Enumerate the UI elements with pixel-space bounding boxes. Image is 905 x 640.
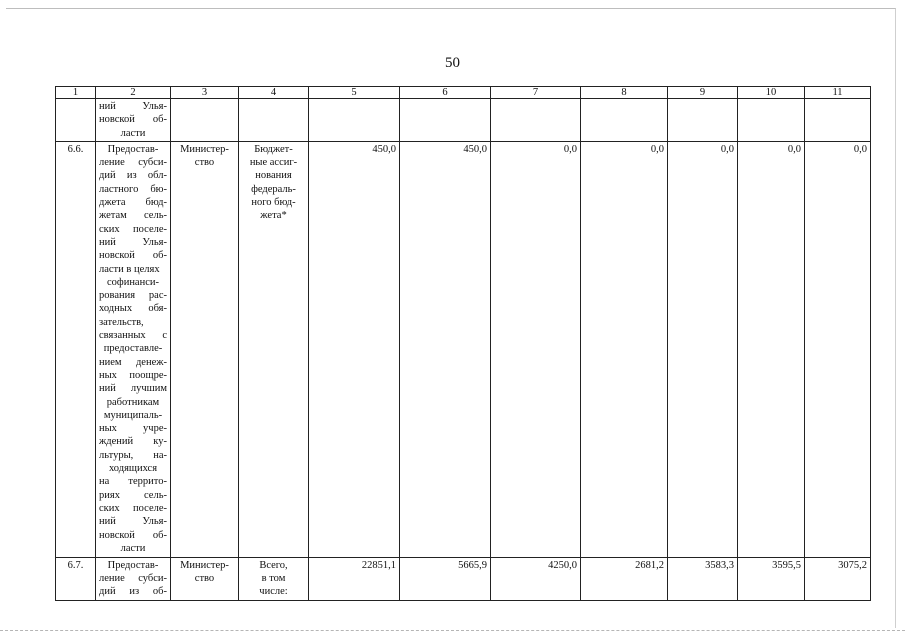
column-number-row	[56, 87, 871, 99]
column-number: 11	[805, 87, 871, 99]
row-name-line: новской об-	[99, 250, 167, 262]
row-name	[96, 557, 171, 600]
column-number: 4	[239, 87, 309, 99]
row-value: 450,0	[309, 141, 400, 557]
row-source-line: Бюджет-	[254, 143, 293, 155]
row-name-line: жетам сель-	[99, 210, 167, 222]
row-name	[96, 141, 171, 557]
budget-table	[55, 86, 871, 601]
table-row	[56, 557, 871, 600]
table-row	[56, 99, 871, 142]
column-number: 2	[96, 87, 171, 99]
row-value: 0,0	[738, 141, 805, 557]
row-source	[239, 141, 309, 557]
scan-bottom-edge	[0, 630, 905, 631]
row-name-line: софинанси-	[106, 276, 159, 288]
row-name-line: рования рас-	[99, 290, 167, 302]
row-name-line: ждений ку-	[99, 436, 167, 448]
row-name-line: Предостав-	[107, 143, 159, 155]
row-value: 5665,9	[400, 557, 491, 600]
row-value	[668, 99, 738, 142]
row-executor	[171, 141, 239, 557]
column-number: 7	[491, 87, 581, 99]
row-name-line: новской об-	[99, 114, 167, 126]
row-name-line: ление субси-	[99, 157, 167, 169]
row-value: 2681,2	[581, 557, 668, 600]
row-value	[491, 99, 581, 142]
row-name-line: льтуры, на-	[99, 449, 167, 461]
row-value	[400, 99, 491, 142]
row-name-line: на террито-	[99, 476, 167, 488]
column-number: 10	[738, 87, 805, 99]
row-source-line: числе:	[259, 586, 288, 598]
row-name-line: ний Улья-	[99, 236, 167, 248]
row-name-line: зательств,	[99, 316, 144, 328]
row-name-line: ление субси-	[99, 573, 167, 585]
column-number: 8	[581, 87, 668, 99]
row-value	[805, 99, 871, 142]
row-executor-line: Министер-	[180, 559, 229, 571]
row-source	[239, 99, 309, 142]
row-value	[738, 99, 805, 142]
row-executor-line: ство	[194, 573, 215, 585]
row-source-line: ного бюд-	[251, 197, 296, 209]
page-number: 50	[445, 55, 460, 71]
row-code	[56, 99, 96, 142]
row-code: 6.6.	[56, 141, 96, 557]
row-name-line: ний лучшим	[99, 383, 167, 395]
column-number: 3	[171, 87, 239, 99]
row-executor	[171, 557, 239, 600]
row-name-line: дий из об-	[99, 586, 167, 598]
row-source-line: федераль-	[251, 183, 296, 195]
row-value: 0,0	[668, 141, 738, 557]
table-row	[56, 141, 871, 557]
row-source-line: Всего,	[259, 559, 288, 571]
row-executor-line: ство	[194, 157, 215, 169]
row-name-line: риях сель-	[99, 489, 167, 501]
row-name-line: ний Улья-	[99, 101, 167, 112]
row-name-line: ных поощре-	[99, 369, 167, 381]
row-source-line: в том	[261, 573, 286, 585]
row-source-line: жета*	[260, 210, 287, 222]
row-name-line: связанных с	[99, 330, 167, 342]
row-value: 3595,5	[738, 557, 805, 600]
row-name-line: ходных обя-	[99, 303, 167, 315]
column-number: 6	[400, 87, 491, 99]
row-value: 22851,1	[309, 557, 400, 600]
row-name-line: ласти	[120, 127, 146, 139]
row-value: 4250,0	[491, 557, 581, 600]
row-code: 6.7.	[56, 557, 96, 600]
row-name-line: ных учре-	[99, 423, 167, 435]
column-number: 1	[56, 87, 96, 99]
row-value: 450,0	[400, 141, 491, 557]
row-name	[96, 99, 171, 142]
row-name-line: предоставле-	[103, 343, 163, 355]
row-name-line: ний Улья-	[99, 516, 167, 528]
row-name-line: ласти	[120, 542, 146, 554]
row-value: 0,0	[805, 141, 871, 557]
row-name-line: джета бюд-	[99, 197, 167, 209]
row-value: 3583,3	[668, 557, 738, 600]
row-executor	[171, 99, 239, 142]
row-value	[581, 99, 668, 142]
row-value: 3075,2	[805, 557, 871, 600]
row-name-line: муниципаль-	[103, 409, 163, 421]
row-name-line: работникам	[106, 396, 160, 408]
row-name-line: ских поселе-	[99, 502, 167, 514]
row-source-line: ные ассиг-	[249, 157, 298, 169]
row-value: 0,0	[491, 141, 581, 557]
row-value	[309, 99, 400, 142]
row-name-line: ласти в целях	[99, 263, 160, 275]
row-name-line: новской об-	[99, 529, 167, 541]
row-name-line: нием денеж-	[99, 356, 167, 368]
row-name-line: ходящихся	[108, 463, 158, 475]
row-name-line: дий из обл-	[99, 170, 167, 182]
row-source-line: нования	[255, 170, 292, 182]
row-value: 0,0	[581, 141, 668, 557]
row-name-line: ластного бю-	[99, 183, 167, 195]
row-name-line: ских поселе-	[99, 223, 167, 235]
row-source	[239, 557, 309, 600]
row-name-line: Предостав-	[107, 559, 159, 571]
row-executor-line: Министер-	[180, 143, 229, 155]
column-number: 5	[309, 87, 400, 99]
column-number: 9	[668, 87, 738, 99]
